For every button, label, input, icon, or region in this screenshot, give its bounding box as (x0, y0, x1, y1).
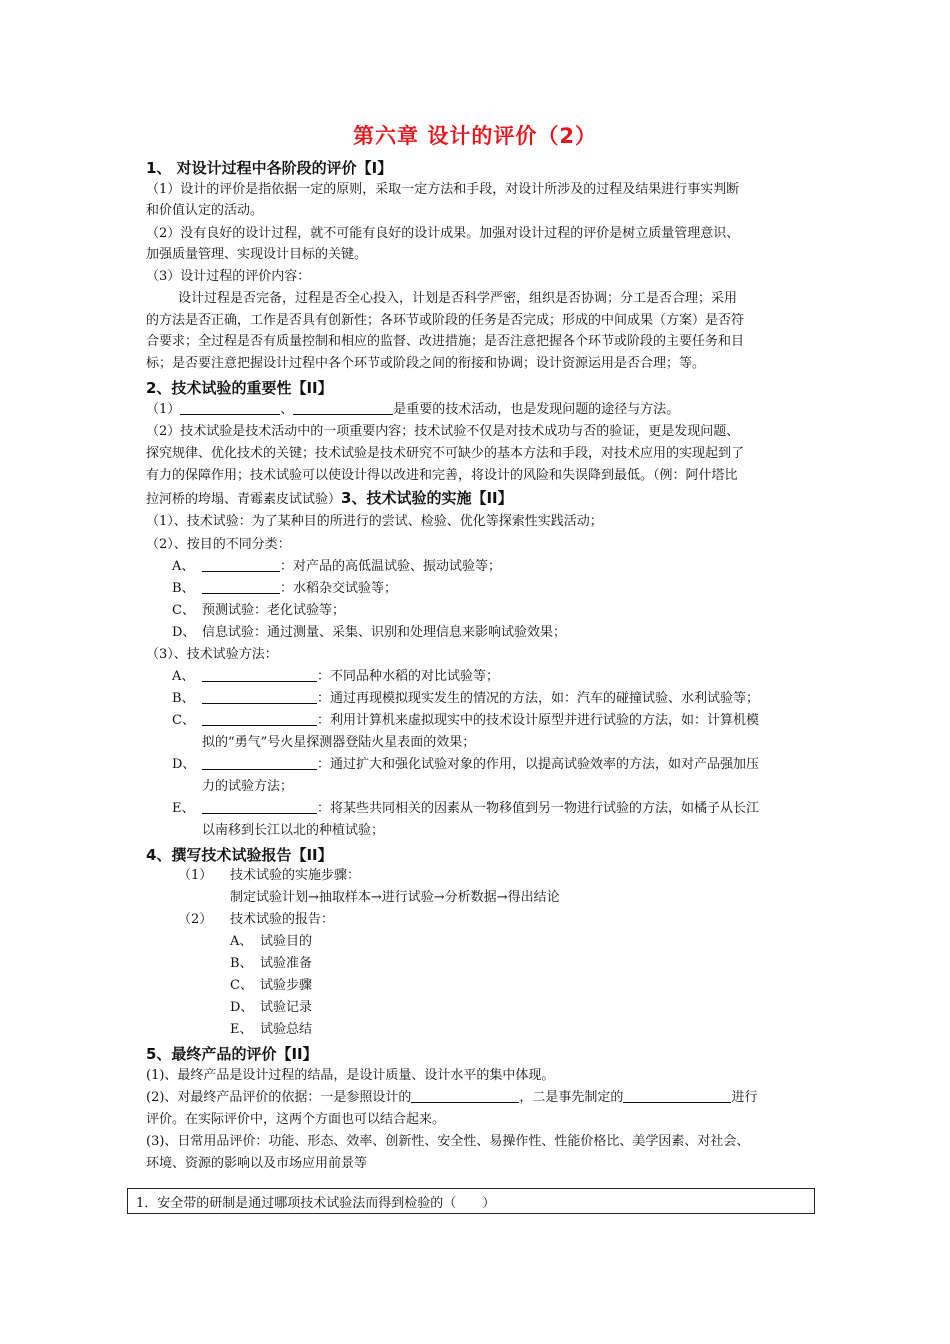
item-text: ：通过再现模拟现实发生的情况的方法，如：汽车的碰撞试验、水利试验等； (317, 691, 760, 706)
item-label: A、 (172, 559, 195, 574)
item-text: 试验总结 (260, 1022, 313, 1037)
s5-p2 (146, 1088, 757, 1108)
s2-p2-line4-text: 拉河桥的垮塌、青霉素皮试试验） (146, 492, 342, 507)
s3-class-a (172, 557, 501, 577)
s5-p2-cont: 评价。在实际评价中，这两个方面也可以结合起来。 (146, 1112, 446, 1127)
s4-report-a (230, 932, 312, 952)
s3-p1: （1）、技术试验：为了某种目的所进行的尝试、检验、优化等探索性实践活动； (146, 514, 603, 529)
s5-p1: (1)、最终产品是设计过程的结晶，是设计质量、设计水平的集中体现。 (146, 1068, 555, 1083)
s1-content-line2: 的方法是否正确，工作是否具有创新性；各环节或阶段的任务是否完成；形成的中间成果（方案）是否符 (146, 313, 745, 328)
section-3-heading: 3、技术试验的实施【II】 (341, 489, 513, 507)
s5-p2-b: ，二是事先制定的 (519, 1090, 624, 1105)
item-text: ：通过扩大和强化试验对象的作用，以提高试验效率的方法，如对产品强加压 (317, 757, 760, 772)
item-text: 信息试验：通过测量、采集、识别和处理信息来影响试验效果； (202, 625, 567, 640)
item-label: E、 (230, 1022, 253, 1037)
question-box (127, 1188, 815, 1214)
s1-p1-line2: 和价值认定的活动。 (146, 203, 264, 218)
item-text: ：不同品种水稻的对比试验等； (317, 669, 500, 684)
s1-p3: （3）设计过程的评价内容： (146, 269, 311, 284)
item-text: 试验准备 (260, 956, 313, 971)
s2-p2-line2: 探究规律、优化技术的关键；技术试验是技术研究不可缺少的基本方法和手段，对技术应用的实现起到了 (146, 446, 745, 461)
s4-report-d (230, 998, 312, 1018)
fill-blank[interactable] (202, 557, 280, 572)
item-label: A、 (230, 934, 253, 949)
item-label: B、 (172, 691, 195, 706)
s3-method-c (172, 711, 759, 731)
item-label: C、 (172, 603, 195, 618)
s3-method-d (172, 755, 759, 775)
s3-method-b (172, 689, 759, 709)
s2-p1-suffix: 是重要的技术活动，也是发现问题的途径与方法。 (393, 402, 680, 417)
item-text: 试验步骤 (260, 978, 313, 993)
s2-p2-line3: 有力的保障作用；技术试验可以使设计得以改进和完善，将设计的风险和失误降到最低。（例：阿什塔比 (146, 468, 738, 483)
item-label: D、 (172, 625, 196, 640)
s1-p2-line2: 加强质量管理、实现设计目标的关键。 (146, 247, 368, 262)
s4-item-1-steps: 制定试验计划→抽取样本→进行试验→分析数据→得出结论 (230, 890, 560, 905)
item-label: D、 (172, 757, 196, 772)
s1-content-line1: 设计过程是否完备，过程是否全心投入，计划是否科学严密，组织是否协调；分工是否合理；采用 (178, 291, 738, 306)
s3-class-d (172, 623, 566, 643)
s3-method-e-cont: 以南移到长江以北的种植试验； (202, 823, 385, 838)
item-text: ：水稻杂交试验等； (280, 581, 398, 596)
item-text: 预测试验：老化试验等； (202, 603, 346, 618)
fill-blank[interactable] (202, 667, 317, 682)
section-5-heading: 5、最终产品的评价【II】 (146, 1045, 318, 1063)
s5-p2-c: 进行 (731, 1090, 758, 1105)
item-text: ：对产品的高低温试验、振动试验等； (280, 559, 502, 574)
fill-blank[interactable] (202, 799, 317, 814)
item-text: ：利用计算机来虚拟现实中的技术设计原型并进行试验的方法，如：计算机模 (317, 713, 760, 728)
section-4-heading: 4、撰写技术试验报告【II】 (146, 846, 333, 864)
s2-p1-prefix: （1） (146, 402, 181, 417)
item-text: 试验记录 (260, 1000, 313, 1015)
fill-blank[interactable] (411, 1088, 519, 1103)
page-title: 第六章 设计的评价（2） (353, 124, 597, 148)
item-text: 试验目的 (260, 934, 313, 949)
s5-p3-line1: (3)、日常用品评价：功能、形态、效率、创新性、安全性、易操作性、性能价格比、美学因素、对社会、 (146, 1134, 750, 1149)
s4-report-e (230, 1020, 312, 1040)
s4-report-c (230, 976, 312, 996)
question-text: 1．安全带的研制是通过哪项技术试验法而得到检验的（ ） (136, 1196, 496, 1211)
s3-method-d-cont: 力的试验方法； (202, 779, 294, 794)
item-label: C、 (172, 713, 195, 728)
item-label: A、 (172, 669, 195, 684)
fill-blank[interactable] (623, 1088, 731, 1103)
s2-p2-line1: （2）技术试验是技术活动中的一项重要内容；技术试验不仅是对技术成功与否的验证，更是发现问题、 (146, 424, 740, 439)
s3-class-c (172, 601, 345, 621)
item-label: D、 (230, 1000, 254, 1015)
s1-content-line4: 标；是否要注意把握设计过程中各个环节或阶段之间的衔接和协调；设计资源运用是否合理；等。 (146, 356, 706, 371)
fill-blank[interactable] (202, 689, 317, 704)
s5-p2-a: (2)、对最终产品评价的依据：一是参照设计的 (146, 1090, 412, 1105)
s1-p2-line1: （2）没有良好的设计过程，就不可能有良好的设计成果。加强对设计过程的评价是树立质量管理意识、 (146, 226, 740, 241)
section-1-heading: 1、 对设计过程中各阶段的评价【I】 (146, 159, 393, 177)
item-text: ：将某些共同相关的因素从一物移值到另一物进行试验的方法，如橘子从长江 (317, 801, 760, 816)
s3-method-a (172, 667, 499, 687)
s2-p2-line4 (146, 488, 513, 510)
s2-p1-sep: 、 (280, 402, 294, 417)
s4-item-2-num: （2） (178, 912, 213, 927)
s4-item-2-text: 技术试验的报告： (230, 912, 335, 927)
fill-blank[interactable] (202, 579, 280, 594)
fill-blank[interactable] (293, 400, 393, 415)
s3-class-b (172, 579, 397, 599)
item-label: C、 (230, 978, 253, 993)
s3-method-c-cont: 拟的“勇气”号火星探测器登陆火星表面的效果； (202, 735, 476, 750)
fill-blank[interactable] (202, 711, 317, 726)
s2-p1 (146, 400, 679, 420)
fill-blank[interactable] (202, 755, 317, 770)
item-label: B、 (172, 581, 195, 596)
s4-item-1-num: （1） (178, 868, 213, 883)
s1-content-line3: 合要求；全过程是否有质量控制和相应的监督、改进措施；是否注意把握各个环节或阶段的主要任务和目 (146, 334, 745, 349)
fill-blank[interactable] (180, 400, 280, 415)
item-label: B、 (230, 956, 253, 971)
s3-p2: （2）、按目的不同分类： (146, 537, 291, 552)
s5-p3-line2: 环境、资源的影响以及市场应用前景等 (146, 1156, 368, 1171)
s3-p3: （3）、技术试验方法： (146, 647, 278, 662)
item-label: E、 (172, 801, 195, 816)
s4-report-b (230, 954, 312, 974)
s1-p1-line1: （1）设计的评价是指依据一定的原则，采取一定方法和手段，对设计所涉及的过程及结果进行事实判断 (146, 182, 740, 197)
s3-method-e (172, 799, 759, 819)
section-2-heading: 2、技术试验的重要性【II】 (146, 379, 333, 397)
s4-item-1-text: 技术试验的实施步骤： (230, 868, 361, 883)
